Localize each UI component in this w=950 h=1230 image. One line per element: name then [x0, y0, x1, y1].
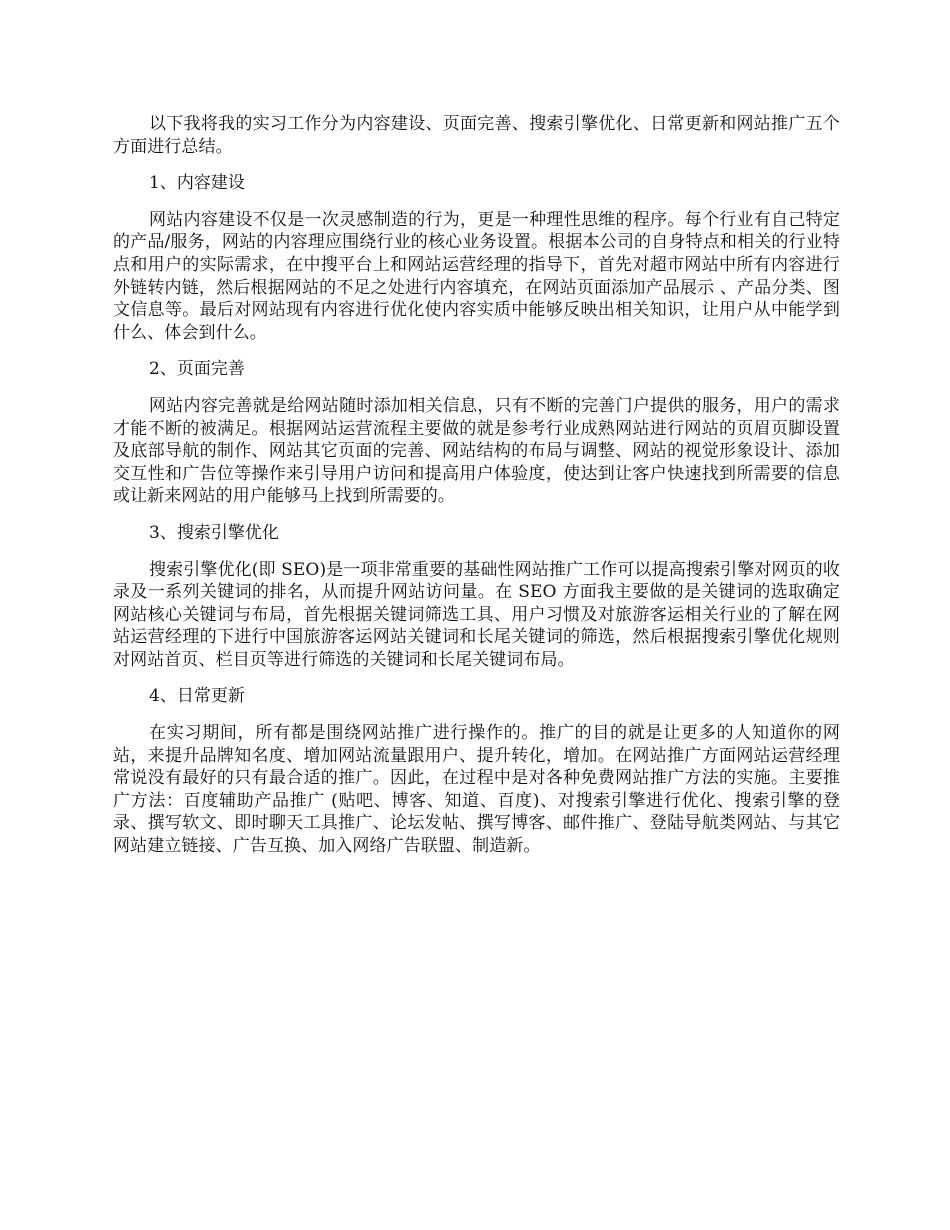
section-heading-pages: 2、页面完善: [149, 359, 245, 380]
section-heading-content: 1、内容建设: [149, 173, 245, 194]
section-body-seo: 搜索引擎优化(即 SEO)是一项非常重要的基础性网站推广工作可以提高搜索引擎对网页的收录及一系列关键词的排名，从而提升网站访问量。在 SEO 方面我主要做的是关键词的选取确定网站核心关键词与布局，首先根据关键词筛选工具、用户习惯及对旅游客运相关行业的了解在网站运营经理的下进行中国旅游客运网站关键词和长尾关键词的筛选，然后根据搜索引擎优化规则对网站首页、栏目页等进行筛选的关键词和长尾关键词布局。: [113, 559, 840, 670]
document-page: [113, 113, 840, 872]
section-heading-daily: 4、日常更新: [149, 686, 245, 707]
section-body-content: 网站内容建设不仅是一次灵感制造的行为，更是一种理性思维的程序。每个行业有自己特定的产品/服务，网站的内容理应围绕行业的核心业务设置。根据本公司的自身特点和相关的行业特点和用户的实际需求，在中搜平台上和网站运营经理的指导下，首先对超市网站中所有内容进行外链转内链，然后根据网站的不足之处进行内容填充，在网站页面添加产品展示 、产品分类、图文信息等。最后对网站现有内容进行优化使内容实质中能够反映出相关知识，让用户从中能学到什么、体会到什么。: [113, 209, 840, 343]
section-heading-seo: 3、搜索引擎优化: [149, 522, 279, 543]
intro-paragraph: 以下我将我的实习工作分为内容建设、页面完善、搜索引擎优化、日常更新和网站推广五个方面进行总结。: [113, 114, 840, 157]
section-body-pages: 网站内容完善就是给网站随时添加相关信息，只有不断的完善门户提供的服务，用户的需求才能不断的被满足。根据网站运营流程主要做的就是参考行业成熟网站进行网站的页眉页脚设置及底部导航的制作、网站其它页面的完善、网站结构的布局与调整、网站的视觉形象设计、添加交互性和广告位等操作来引导用户访问和提高用户体验度，使达到让客户快速找到所需要的信息或让新来网站的用户能够马上找到所需要的。: [113, 395, 840, 507]
section-body-daily: 在实习期间，所有都是围绕网站推广进行操作的。推广的目的就是让更多的人知道你的网站，来提升品牌知名度、增加网站流量跟用户、提升转化，增加。在网站推广方面网站运营经理常说没有最好的只有最合适的推广。因此，在过程中是对各种免费网站推广方法的实施。主要推广方法：百度辅助产品推广 (贴吧、博客、知道、百度)、对搜索引擎进行优化、搜索引擎的登录、撰写软文、即时聊天工具推广、论坛发帖、撰写博客、邮件推广、登陆导航类网站、与其它网站建立链接、广告互换、加入网络广告联盟、制造新。: [113, 723, 840, 857]
